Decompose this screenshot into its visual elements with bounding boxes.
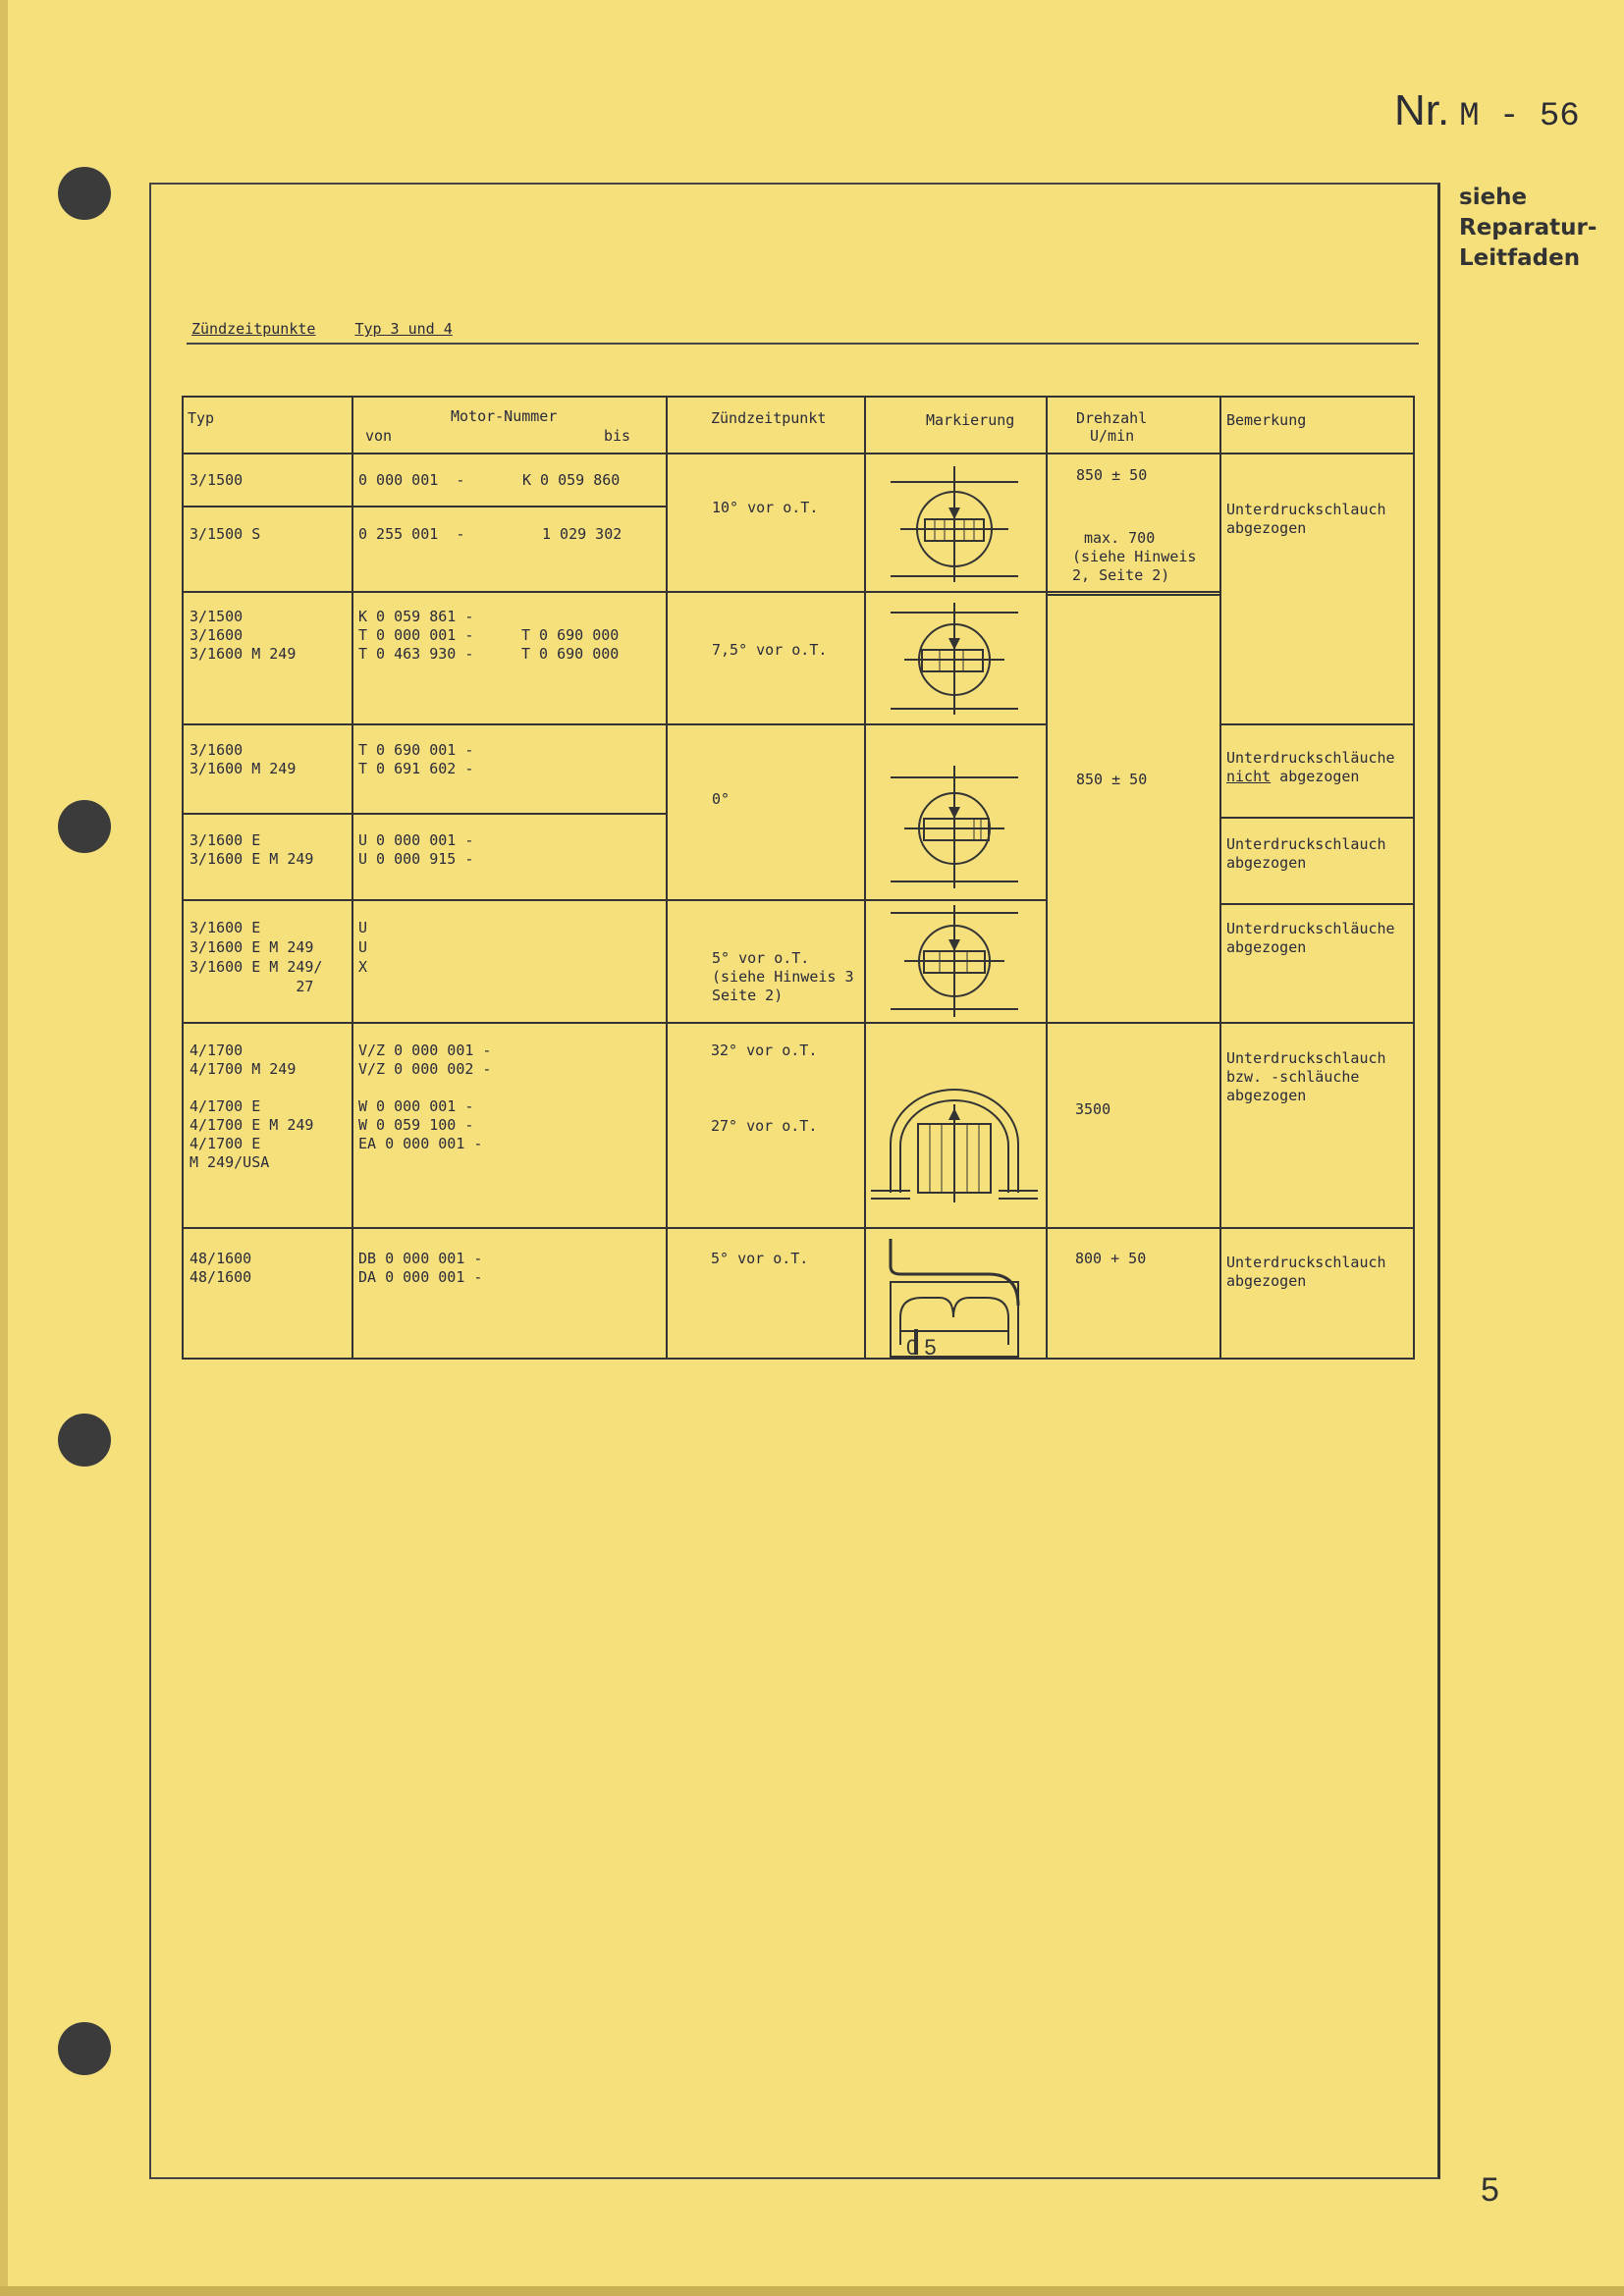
timing-mark-diagram bbox=[881, 599, 1028, 717]
row-rule bbox=[1219, 723, 1413, 725]
header-bis: bis bbox=[604, 427, 631, 445]
von-cell: K 0 059 861 - T 0 000 001 - T 0 463 930 - bbox=[358, 608, 474, 663]
side-note-line: Leitfaden bbox=[1459, 245, 1581, 271]
title-rule bbox=[187, 343, 1419, 345]
ignition-timing-table bbox=[182, 396, 1415, 1360]
bis-cell: T 0 690 000 T 0 690 000 bbox=[521, 626, 620, 663]
von-cell: DB 0 000 001 - DA 0 000 001 - bbox=[358, 1250, 483, 1286]
von-cell: 0 000 001 - bbox=[358, 471, 465, 489]
column-divider bbox=[352, 398, 353, 1360]
header-motor-nummer: Motor-Nummer bbox=[451, 407, 558, 425]
zuendzeitpunkt-cell: 27° vor o.T. bbox=[711, 1117, 818, 1135]
drehzahl-cell: 850 ± 50 bbox=[1076, 466, 1148, 484]
page-bottom-edge bbox=[0, 2286, 1624, 2296]
zuendzeitpunkt-cell: 10° vor o.T. bbox=[712, 499, 819, 516]
header-typ: Typ bbox=[188, 409, 215, 427]
section-title-text: Zündzeitpunkte bbox=[191, 320, 316, 338]
zuendzeitpunkt-cell: 32° vor o.T. bbox=[711, 1041, 818, 1059]
timing-mark-diagram bbox=[871, 1237, 1048, 1360]
typ-cell: 3/1500 3/1600 3/1600 M 249 bbox=[189, 608, 297, 663]
header-drehzahl-unit: U/min bbox=[1090, 427, 1135, 445]
side-note-line: Reparatur- bbox=[1459, 215, 1597, 240]
row-rule bbox=[1046, 594, 1219, 596]
bemerkung-cell: Unterdruckschläuche abgezogen bbox=[1226, 920, 1395, 956]
von-cell: U U X bbox=[358, 919, 368, 976]
typ-cell: 3/1600 3/1600 M 249 bbox=[189, 741, 297, 777]
page-edge bbox=[0, 0, 8, 2296]
von-cell: T 0 690 001 - T 0 691 602 - bbox=[358, 741, 474, 777]
typ-cell: 3/1600 E 3/1600 E M 249 3/1600 E M 249/ 27 bbox=[189, 919, 323, 995]
drehzahl-note: (siehe Hinweis bbox=[1072, 548, 1197, 565]
drehzahl-note: 2, Seite 2) bbox=[1072, 566, 1170, 584]
side-note-line: siehe bbox=[1459, 185, 1528, 210]
column-divider bbox=[864, 398, 866, 1360]
header-von: von bbox=[365, 427, 393, 445]
row-rule bbox=[184, 506, 666, 507]
bemerkung-cell: Unterdruckschlauch bzw. -schläuche abgezogen bbox=[1226, 1049, 1386, 1104]
row-rule bbox=[1219, 903, 1413, 905]
bemerkung-rest: abgezogen bbox=[1271, 768, 1360, 785]
bemerkung-cell: Unterdruckschlauch abgezogen bbox=[1226, 501, 1386, 537]
punch-hole bbox=[58, 167, 111, 220]
nr-value: M - 56 bbox=[1459, 98, 1580, 135]
header-rule bbox=[184, 453, 1413, 454]
timing-mark-diagram bbox=[881, 726, 1028, 893]
zuendzeitpunkt-cell: 0° bbox=[712, 790, 731, 808]
row-rule bbox=[184, 1022, 1413, 1024]
header-drehzahl: Drehzahl bbox=[1076, 409, 1148, 427]
row-rule bbox=[184, 899, 1046, 901]
drehzahl-cell: 800 + 50 bbox=[1075, 1250, 1147, 1267]
zuendzeitpunkt-cell: 5° vor o.T. bbox=[711, 1250, 809, 1267]
zuendzeitpunkt-cell: 5° vor o.T. (siehe Hinweis 3 Seite 2) bbox=[712, 949, 854, 1004]
mark-digits: 0 5 bbox=[906, 1335, 937, 1360]
typ-cell: 48/1600 48/1600 bbox=[189, 1250, 252, 1286]
typ-cell: 3/1600 E 3/1600 E M 249 bbox=[189, 831, 314, 868]
row-rule bbox=[184, 591, 1219, 593]
section-subtitle: Typ 3 und 4 bbox=[354, 320, 453, 338]
bemerkung-emphasis: nicht bbox=[1226, 768, 1272, 785]
column-divider bbox=[1219, 398, 1221, 1360]
row-rule bbox=[184, 1227, 1413, 1229]
bemerkung-text: Unterdruckschläuche bbox=[1226, 749, 1395, 767]
bis-cell: K 0 059 860 bbox=[522, 471, 621, 489]
timing-mark-diagram bbox=[881, 903, 1028, 1019]
bis-cell: 1 029 302 bbox=[542, 525, 623, 543]
bemerkung-cell bbox=[1226, 749, 1395, 786]
typ-cell: 3/1500 S bbox=[189, 525, 261, 543]
timing-mark-diagram bbox=[871, 1075, 1038, 1212]
header-zuendzeitpunkt: Zündzeitpunkt bbox=[711, 409, 827, 427]
side-note bbox=[1459, 183, 1597, 274]
punch-hole bbox=[58, 1414, 111, 1467]
von-cell: 0 255 001 - bbox=[358, 525, 465, 543]
header-bemerkung: Bemerkung bbox=[1226, 411, 1307, 429]
bemerkung-cell: Unterdruckschlauch abgezogen bbox=[1226, 835, 1386, 872]
punch-hole bbox=[58, 800, 111, 853]
drehzahl-cell: 3500 bbox=[1075, 1100, 1111, 1118]
drehzahl-cell: 850 ± 50 bbox=[1076, 771, 1148, 788]
section-title bbox=[191, 320, 453, 338]
zuendzeitpunkt-cell: 7,5° vor o.T. bbox=[712, 641, 828, 659]
bemerkung-cell: Unterdruckschlauch abgezogen bbox=[1226, 1254, 1386, 1290]
row-rule bbox=[184, 723, 1046, 725]
drehzahl-max: max. 700 bbox=[1084, 529, 1156, 547]
von-cell: V/Z 0 000 001 - V/Z 0 000 002 - W 0 000 001 - W 0 059 100 - EA 0 000 001 - bbox=[358, 1041, 492, 1152]
typ-cell: 4/1700 4/1700 M 249 4/1700 E 4/1700 E M 249 4/1700 E M 249/USA bbox=[189, 1041, 314, 1171]
column-divider bbox=[666, 398, 668, 1360]
row-rule bbox=[184, 813, 666, 815]
row-rule bbox=[1219, 817, 1413, 819]
typ-cell: 3/1500 bbox=[189, 471, 244, 489]
von-cell: U 0 000 001 - U 0 000 915 - bbox=[358, 831, 474, 868]
punch-hole bbox=[58, 2022, 111, 2075]
timing-mark-diagram bbox=[881, 456, 1028, 584]
column-divider bbox=[1046, 398, 1048, 1360]
page-number: 5 bbox=[1481, 2171, 1499, 2209]
document-number bbox=[1394, 86, 1580, 135]
nr-label: Nr. bbox=[1394, 86, 1450, 134]
header-markierung: Markierung bbox=[926, 411, 1015, 429]
